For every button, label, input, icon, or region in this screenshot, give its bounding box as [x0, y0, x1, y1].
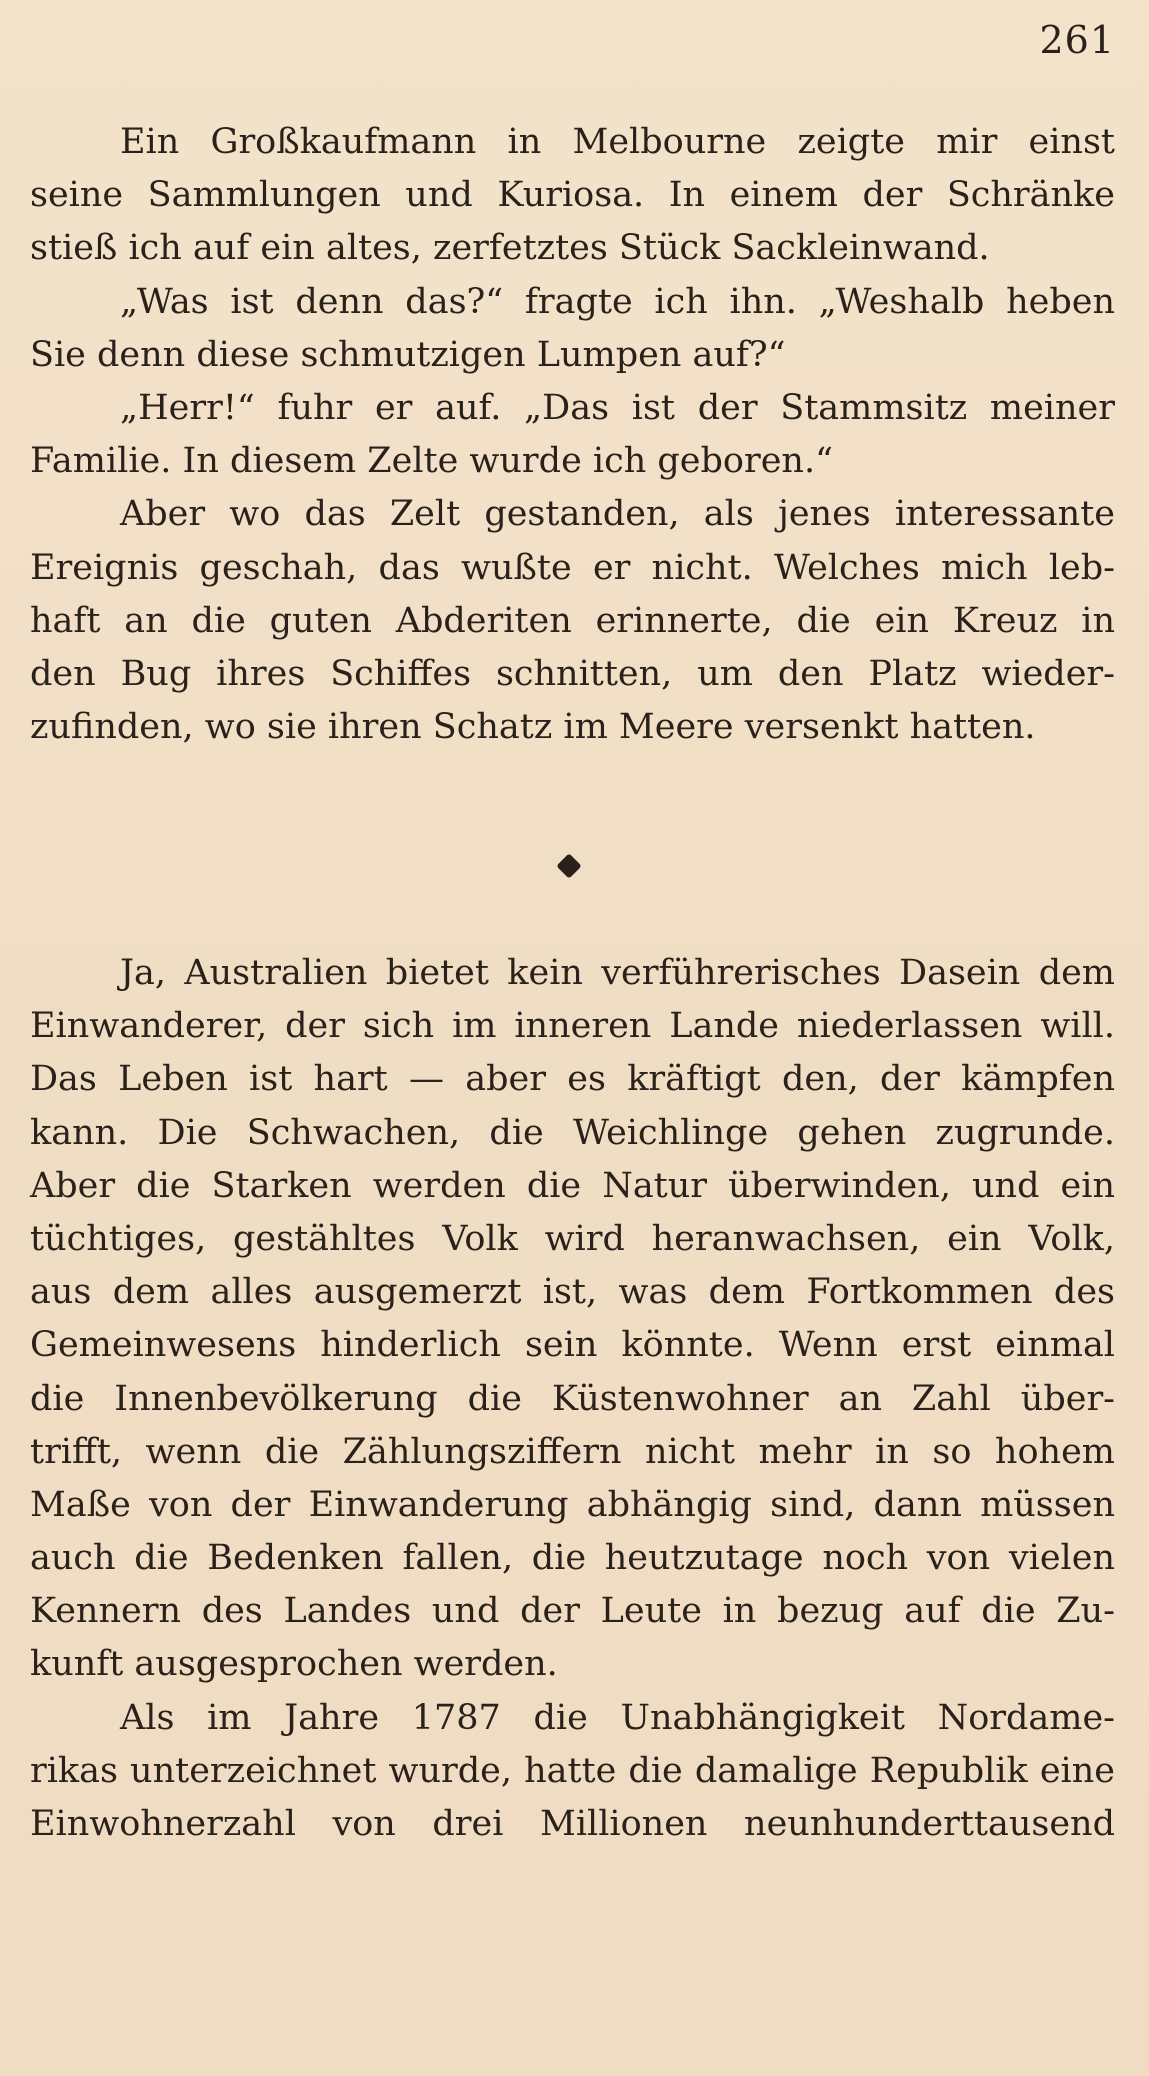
- text-line: „Was ist denn das?“ fragte ich ihn. „Weshalb heben: [120, 281, 1115, 322]
- text-line: Einwanderer, der sich im inneren Lande niederlassen will.: [30, 1006, 1115, 1047]
- text-line: Ja, Australien bietet kein verführerisches Dasein dem: [120, 953, 1115, 993]
- text-line: die Innenbevölkerung die Küstenwohner an Zahl über-: [30, 1378, 1115, 1419]
- text-line: trifft, wenn die Zählungsziffern nicht mehr in so hohem: [30, 1431, 1115, 1472]
- text-line: rikas unterzeichnet wurde, hatte die damalige Republik eine: [30, 1750, 1115, 1791]
- text-line: Als im Jahre 1787 die Unabhängigkeit Nordame-: [120, 1697, 1115, 1738]
- text-line: Ereignis geschah, das wußte er nicht. Welches mich leb-: [30, 547, 1115, 588]
- text-line: tüchtiges, gestähltes Volk wird heranwachsen, ein Volk,: [30, 1218, 1115, 1259]
- text-line: Familie. In diesem Zelte wurde ich geboren.“: [30, 441, 833, 482]
- text-line: Aber wo das Zelt gestanden, als jenes interessante: [120, 494, 1115, 535]
- text-line: Sie denn diese schmutzigen Lumpen auf?“: [30, 334, 786, 375]
- text-line: Das Leben ist hart — aber es kräftigt den, der kämpfen: [30, 1059, 1115, 1100]
- text-line: „Herr!“ fuhr er auf. „Das ist der Stammsitz meiner: [120, 387, 1115, 428]
- text-line: Aber die Starken werden die Natur überwinden, und ein: [30, 1165, 1115, 1206]
- text-line: zufinden, wo sie ihren Schatz im Meere versenkt hatten.: [30, 707, 1036, 748]
- text-line: Maße von der Einwanderung abhängig sind, dann müssen: [30, 1484, 1115, 1525]
- section-divider-icon: [556, 853, 581, 878]
- text-line: kunft ausgesprochen werden.: [30, 1644, 558, 1685]
- text-line: Ein Großkaufmann in Melbourne zeigte mir einst: [120, 122, 1115, 162]
- text-line: Einwohnerzahl von drei Millionen neunhunderttausend: [30, 1804, 1115, 1844]
- text-line: haft an die guten Abderiten erinnerte, die ein Kreuz in: [30, 600, 1115, 641]
- text-line: den Bug ihres Schiffes schnitten, um den Platz wieder-: [30, 653, 1115, 694]
- text-line: Gemeinwesens hinderlich sein könnte. Wenn erst einmal: [30, 1325, 1115, 1366]
- text-section-2: [30, 947, 1115, 1851]
- text-line: Kennern des Landes und der Leute in bezug auf die Zu-: [30, 1591, 1115, 1632]
- text-line: kann. Die Schwachen, die Weichlinge gehen zugrunde.: [30, 1112, 1115, 1153]
- text-line: aus dem alles ausgemerzt ist, was dem Fortkommen des: [30, 1272, 1115, 1313]
- text-line: stieß ich auf ein altes, zerfetztes Stück Sackleinwand.: [30, 228, 990, 269]
- text-section-1: [30, 116, 1115, 754]
- text-line: auch die Bedenken fallen, die heutzutage noch von vielen: [30, 1538, 1115, 1579]
- page-number: 261: [1039, 18, 1115, 62]
- text-line: seine Sammlungen und Kuriosa. In einem der Schränke: [30, 175, 1115, 216]
